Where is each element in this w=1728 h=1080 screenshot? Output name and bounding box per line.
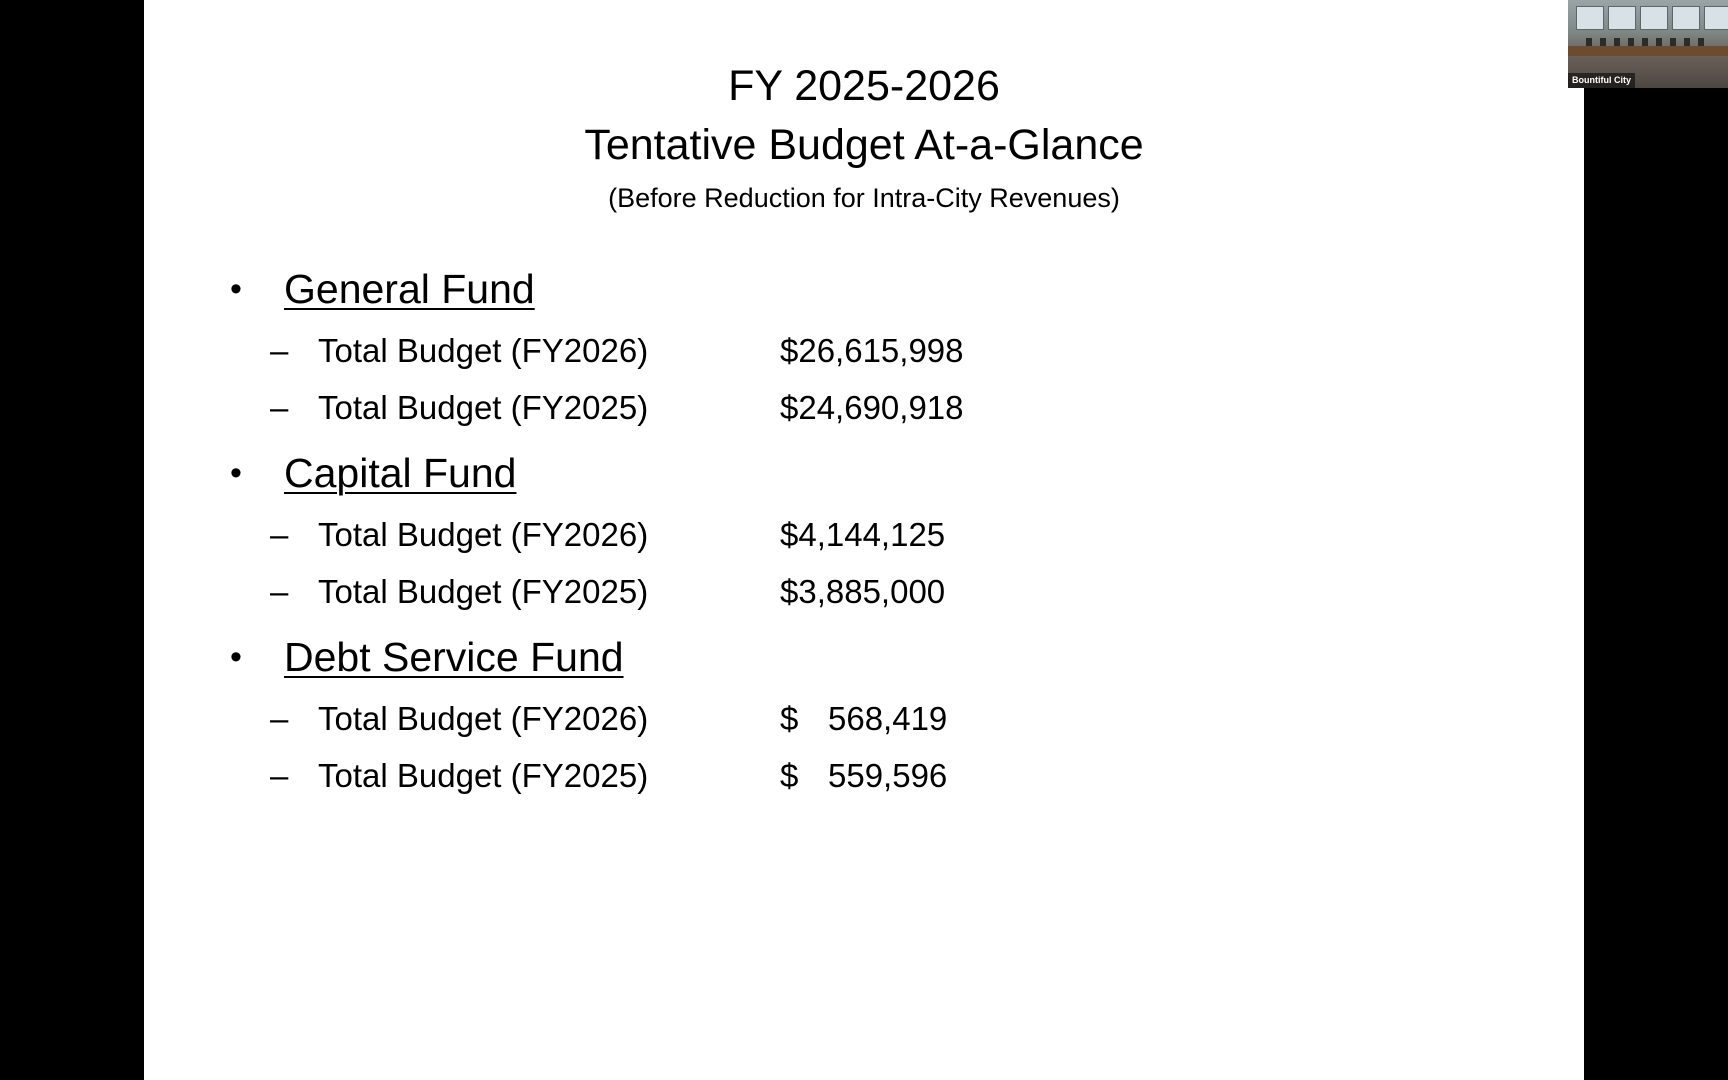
budget-amount: $24,690,918: [780, 389, 964, 426]
fund-name: Capital Fund: [284, 450, 517, 496]
video-window-shape: [1608, 6, 1636, 30]
budget-label: Total Budget (FY2025): [318, 757, 649, 794]
video-window-shape: [1576, 6, 1604, 30]
dash-icon: –: [270, 389, 289, 426]
bullet-icon: •: [230, 638, 242, 676]
dash-icon: –: [270, 516, 289, 553]
budget-currency: $: [780, 700, 799, 737]
dash-icon: –: [270, 573, 289, 610]
budget-label: Total Budget (FY2026): [318, 516, 649, 553]
video-people-shape: [1586, 38, 1706, 46]
bullet-icon: •: [230, 270, 242, 308]
participant-name-tag: Bountiful City: [1568, 73, 1635, 88]
fund-name: General Fund: [284, 266, 535, 312]
budget-amount: 568,419: [828, 700, 948, 737]
dash-icon: –: [270, 700, 289, 737]
fund-name: Debt Service Fund: [284, 634, 624, 680]
video-window-shape: [1640, 6, 1668, 30]
budget-label: Total Budget (FY2026): [318, 700, 649, 737]
budget-label: Total Budget (FY2026): [318, 332, 649, 369]
budget-amount: $26,615,998: [780, 332, 964, 369]
video-desk-shape: [1568, 46, 1728, 56]
budget-label: Total Budget (FY2025): [318, 389, 649, 426]
video-window-shape: [1672, 6, 1700, 30]
video-window-shape: [1704, 6, 1728, 30]
budget-currency: $: [780, 757, 799, 794]
bullet-icon: •: [230, 454, 242, 492]
budget-amount: 559,596: [828, 757, 948, 794]
dash-icon: –: [270, 757, 289, 794]
slide-title-year: FY 2025-2026: [728, 62, 1000, 110]
slide-title: Tentative Budget At-a-Glance: [584, 121, 1144, 169]
budget-amount: $3,885,000: [780, 573, 946, 610]
budget-label: Total Budget (FY2025): [318, 573, 649, 610]
budget-amount: $4,144,125: [780, 516, 946, 553]
participant-video-tile[interactable]: [1568, 0, 1728, 88]
slide-title-block: [144, 58, 1584, 218]
dash-icon: –: [270, 332, 289, 369]
slide-subtitle: (Before Reduction for Intra-City Revenues): [608, 183, 1120, 213]
presentation-slide: [144, 0, 1584, 1080]
